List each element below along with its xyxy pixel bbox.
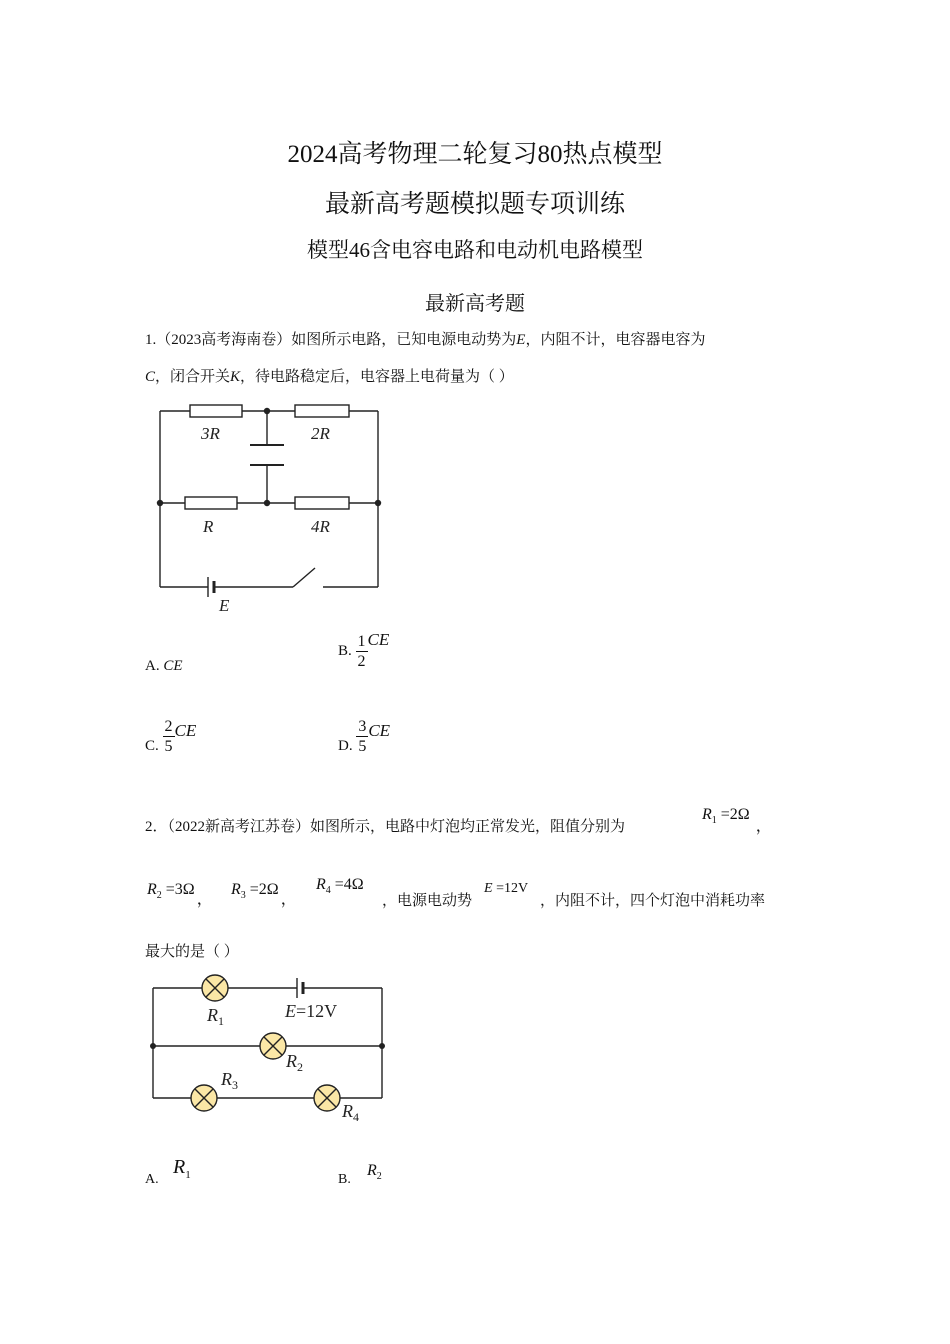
document-title: 2024高考物理二轮复习80热点模型 [287, 141, 663, 168]
q2-r2-value [147, 876, 213, 908]
symbol: R [316, 876, 326, 893]
denominator: 5 [358, 738, 367, 755]
subscript: 1 [218, 1014, 224, 1028]
section-heading: 最新高考题 [425, 293, 525, 315]
q1-stem-part: ，内阻不计，电容器电容为 [525, 332, 706, 348]
symbol: R [147, 881, 157, 898]
option-value: CE [163, 658, 183, 674]
separator: ， [755, 818, 772, 835]
lamp-r4 [314, 1085, 340, 1111]
junction-dot [375, 500, 381, 506]
subscript: 4 [325, 885, 331, 897]
label-r3 [220, 1069, 238, 1092]
switch-k [293, 568, 315, 587]
denominator: 2 [357, 653, 366, 670]
junction-dot [150, 1043, 156, 1049]
q2-r1-value [702, 801, 772, 835]
value: =12V [296, 1001, 338, 1021]
value: =4Ω [330, 876, 364, 893]
lamp-r2 [260, 1033, 286, 1059]
junction-dot [264, 500, 270, 506]
q1-stem-part: ，待电路稳定后，电容器上电荷量为（ ） [240, 369, 514, 385]
option-value: CE [368, 720, 391, 740]
subscript: 1 [711, 815, 717, 827]
q1-option-a[interactable] [145, 658, 183, 675]
label-e: E [219, 596, 230, 615]
q1-var-e: E [516, 332, 526, 348]
subscript: 2 [376, 1171, 382, 1183]
numerator: 1 [357, 633, 366, 650]
q2-r3-value [231, 876, 297, 908]
q1-option-b[interactable] [338, 629, 390, 671]
q2-option-b-value [367, 1162, 382, 1182]
fraction [356, 717, 368, 756]
q1-option-c[interactable] [145, 717, 196, 756]
symbol: R [173, 1156, 186, 1178]
q2-text-line2-tail [540, 889, 765, 910]
option-letter: A. [145, 1172, 159, 1187]
option-letter: B. [338, 1172, 351, 1187]
resistor-2r [295, 405, 349, 417]
lamp-r3 [191, 1085, 217, 1111]
fraction [356, 632, 368, 671]
symbol: R [342, 1101, 353, 1121]
q2-circuit-diagram [145, 968, 395, 1128]
q2-stem-part: 2．（2022新高考江苏卷）如图所示，电路中灯泡均正常发光，阻值分别为 [145, 819, 626, 835]
q2-option-a-value [173, 1156, 191, 1181]
option-letter: A. [145, 658, 160, 674]
numerator: 2 [164, 718, 173, 735]
symbol: R [231, 881, 241, 898]
value: =12V [492, 881, 529, 896]
value: =2Ω [245, 881, 279, 898]
label-r: R [203, 517, 214, 536]
lamp-r1 [202, 975, 228, 1001]
junction-dot [264, 408, 270, 414]
resistor-r [185, 497, 237, 509]
numerator: 3 [358, 718, 367, 735]
symbol: R [286, 1051, 297, 1071]
q2-emf-value [484, 881, 528, 897]
q1-option-d[interactable] [338, 717, 390, 756]
subscript: 1 [185, 1169, 191, 1181]
option-value: CE [367, 629, 390, 649]
label-4r: 4R [311, 517, 330, 536]
q1-var-c: C [145, 369, 156, 385]
value: =2Ω [716, 806, 750, 823]
symbol: R [207, 1005, 218, 1025]
junction-dot [157, 500, 163, 506]
q2-emf-text [382, 889, 472, 910]
option-value: CE [174, 720, 197, 740]
q2-stem-part: ，内阻不计，四个灯泡中消耗功率 [540, 893, 766, 909]
q1-stem-part: 1.（2023高考海南卷）如图所示电路，已知电源电动势为 [145, 332, 517, 348]
junction-dot [379, 1043, 385, 1049]
label-r4 [341, 1101, 359, 1124]
q2-option-a[interactable] [145, 1172, 159, 1188]
subscript: 2 [156, 890, 162, 902]
q2-text-line1 [145, 815, 625, 836]
denominator: 5 [164, 738, 173, 755]
label-r1 [206, 1005, 224, 1028]
model-title: 模型46含电容电路和电动机电路模型 [307, 238, 643, 262]
symbol: R [702, 806, 712, 823]
label-e [284, 1001, 337, 1021]
q2-text-line3: 最大的是（ ） [145, 944, 239, 960]
q2-r4-value [316, 876, 364, 896]
document-subtitle: 最新高考题模拟题专项训练 [324, 191, 625, 218]
symbol: R [221, 1069, 232, 1089]
label-3r: 3R [201, 424, 220, 443]
option-letter: D. [338, 738, 353, 754]
option-letter: C. [145, 738, 159, 754]
resistor-3r [190, 405, 242, 417]
subscript: 4 [353, 1110, 359, 1124]
fraction [163, 717, 175, 756]
label-2r: 2R [311, 424, 330, 443]
separator: ， [196, 891, 213, 908]
subscript: 3 [232, 1078, 238, 1092]
q1-text-line1 [145, 328, 705, 349]
symbol: E [285, 1001, 296, 1021]
separator: ， [280, 891, 297, 908]
q1-var-k: K [230, 369, 241, 385]
option-letter: B. [338, 643, 352, 659]
value: =3Ω [161, 881, 195, 898]
q2-stem-part: ，电源电动势 [382, 893, 473, 909]
q2-option-b[interactable] [338, 1172, 351, 1188]
subscript: 3 [240, 890, 246, 902]
symbol: R [367, 1162, 377, 1179]
q1-text-line2 [145, 365, 514, 386]
q1-circuit-diagram [145, 395, 405, 620]
resistor-4r [295, 497, 349, 509]
label-r2 [285, 1051, 303, 1074]
symbol: E [484, 881, 493, 896]
q1-stem-part: ，闭合开关 [155, 369, 231, 385]
subscript: 2 [297, 1060, 303, 1074]
